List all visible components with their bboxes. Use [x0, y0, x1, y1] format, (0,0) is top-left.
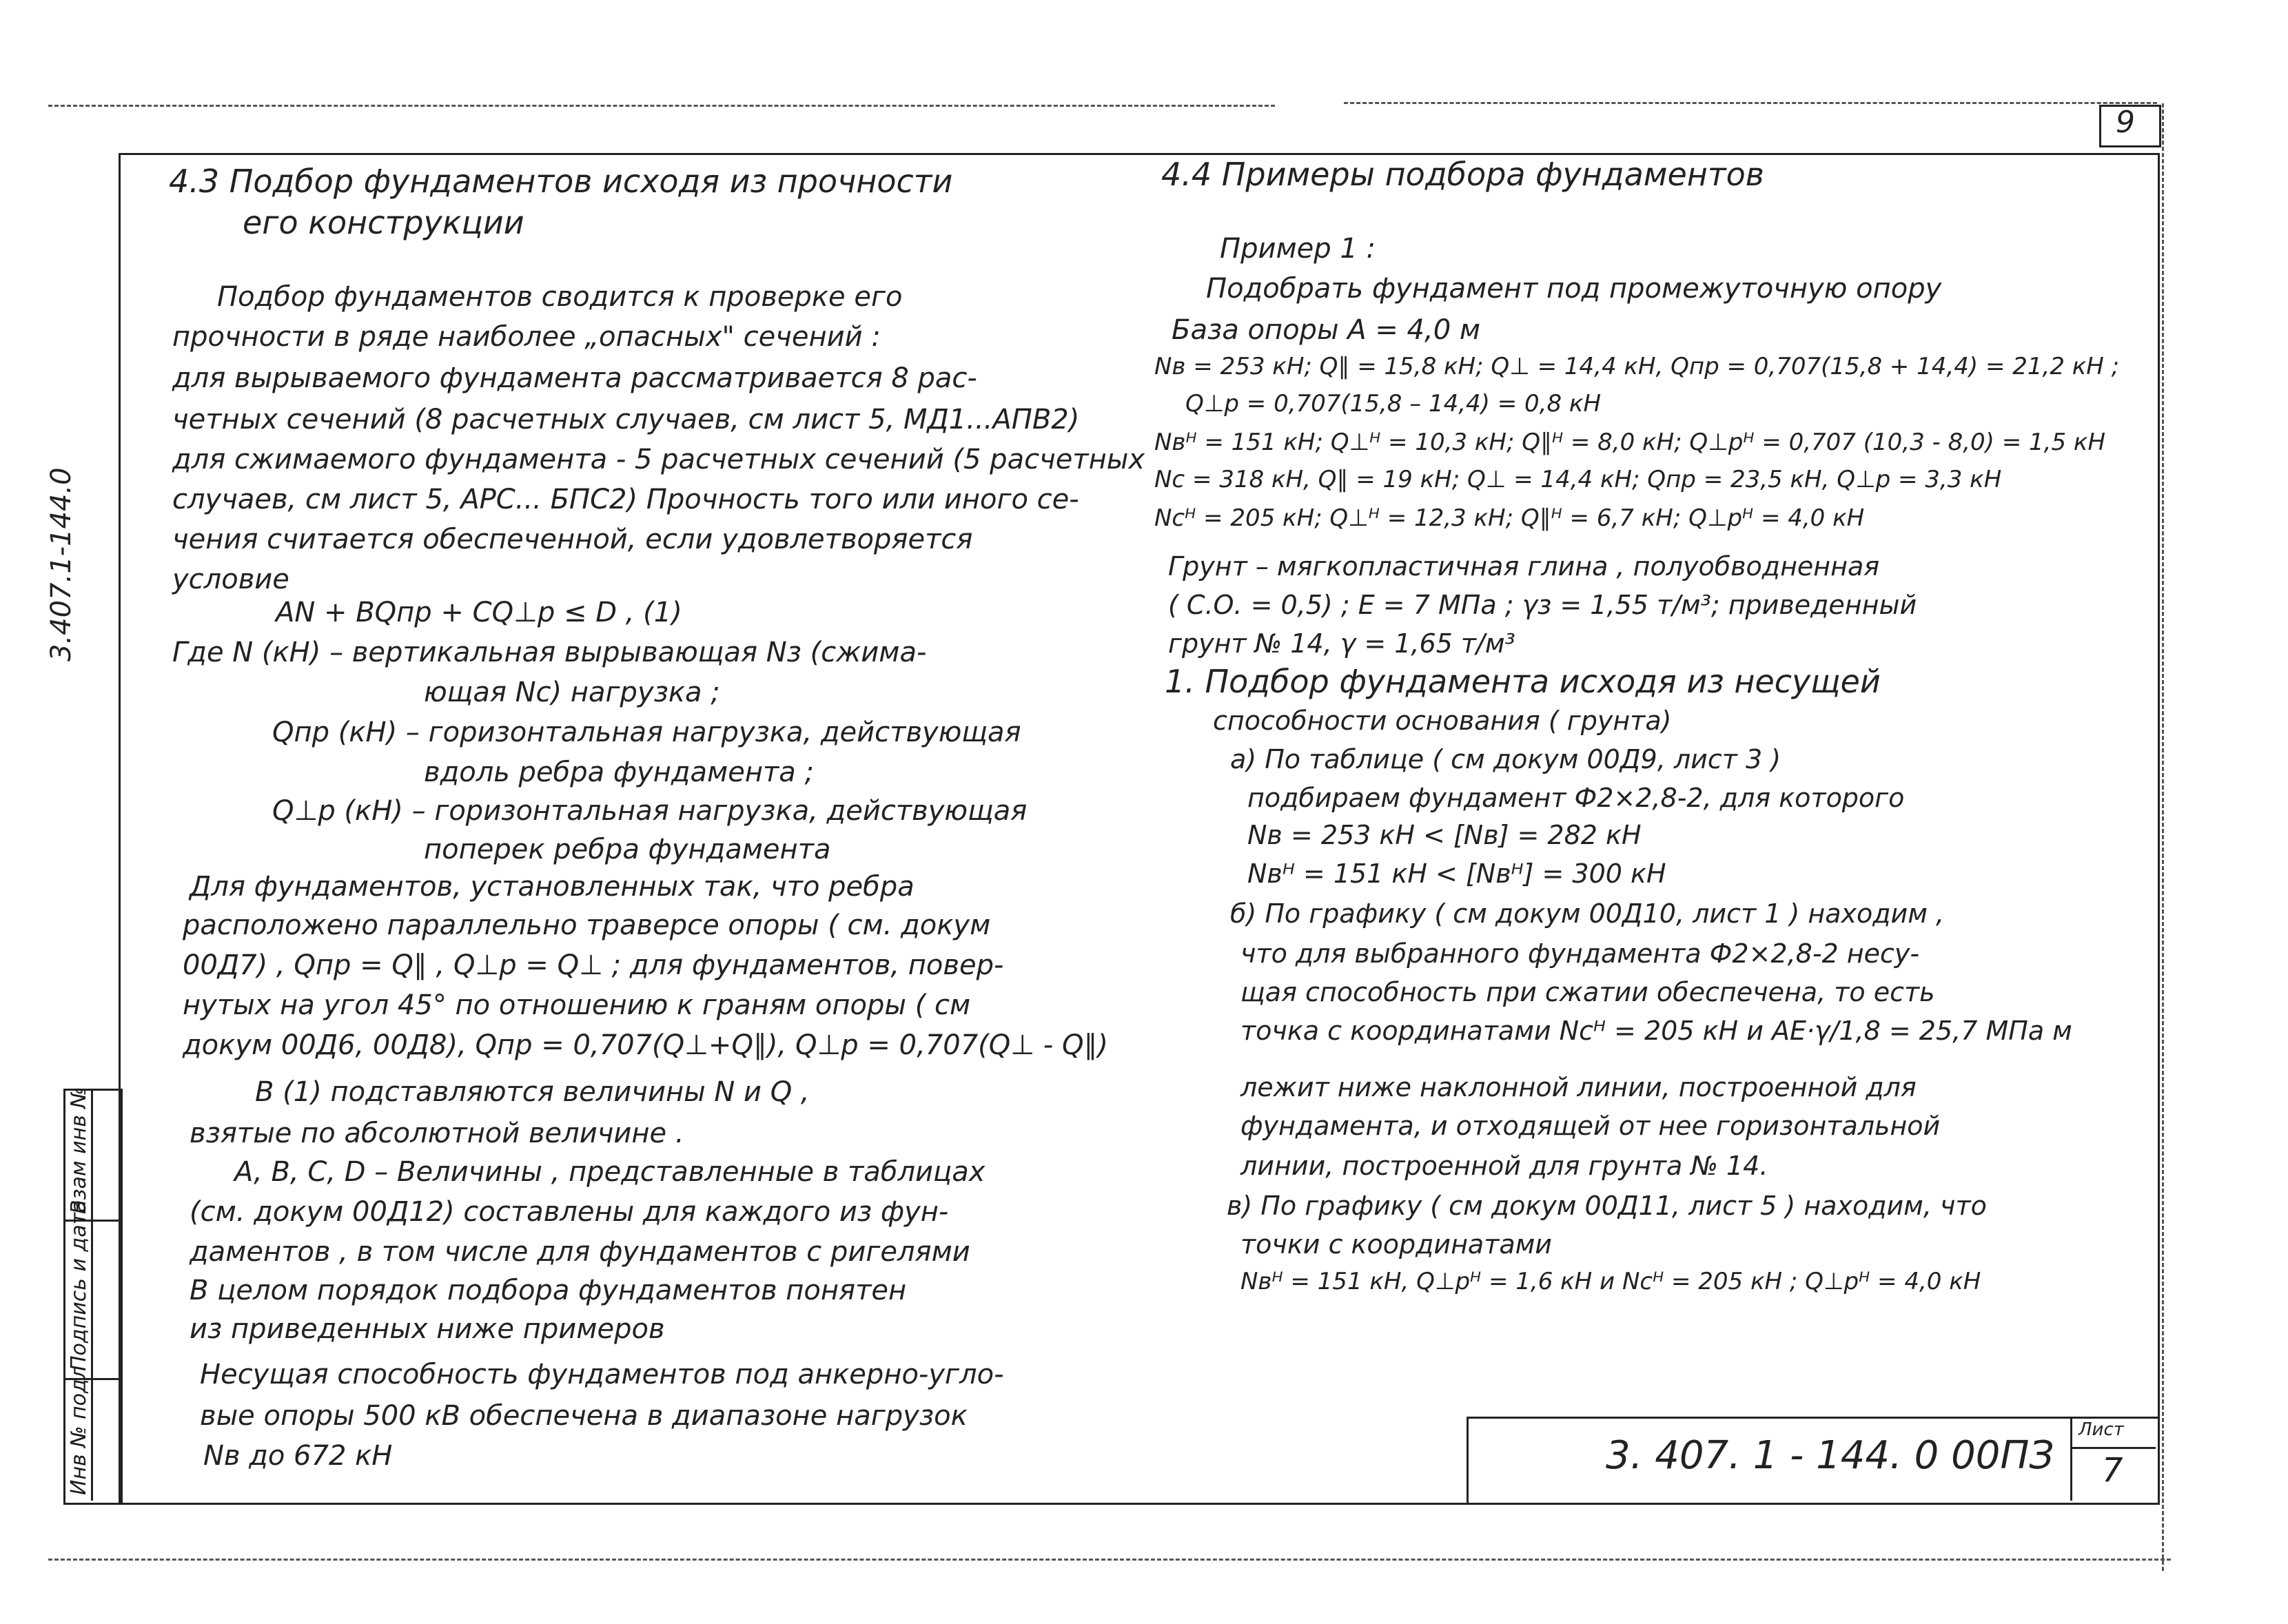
right-line-23: фундамента, и отходящей от нее горизонтальной [1240, 1111, 1941, 1141]
right-line-3: База опоры A = 4,0 м [1172, 314, 1481, 346]
left-line-22: взятые по абсолютной величине . [190, 1118, 684, 1149]
side-stamp-signature-date: Подпись и дата [67, 1200, 91, 1371]
left-line-12: Qпр (кН) – горизонтальная нагрузка, действующая [272, 717, 1021, 748]
right-heading: 4.4 Примеры подбора фундаментов [1161, 156, 1764, 193]
left-line-19: нутых на угол 45° по отношению к граням опоры ( см [183, 989, 971, 1021]
right-line-26: точки с координатами [1240, 1229, 1552, 1260]
left-line-5: для сжимаемого фундамента - 5 расчетных сечений (5 расчетных [172, 444, 1145, 475]
left-line-13: вдоль ребра фундамента ; [424, 757, 814, 788]
left-line-4: четных сечений (8 расчетных случаев, см лист 5, МД1...АПВ2) [172, 404, 1080, 435]
right-line-6: Nвᴴ = 151 кН; Q⊥ᴴ = 10,3 кН; Q∥ᴴ = 8,0 кН; Q⊥рᴴ = 0,707 (10,3 - 8,0) = 1,5 кН [1154, 429, 2106, 456]
right-trim-line [2162, 103, 2164, 1571]
right-line-4: Nв = 253 кН; Q∥ = 15,8 кН; Q⊥ = 14,4 кН, Qпр = 0,707(15,8 + 14,4) = 21,2 кН ; [1154, 353, 2120, 380]
left-line-25: даментов , в том числе для фундаментов с ригелями [190, 1236, 970, 1268]
right-line-2: Подобрать фундамент под промежуточную опору [1206, 273, 1942, 305]
bottom-trim-line [48, 1559, 2171, 1561]
left-line-28: Несущая способность фундаментов под анкерно-угло- [200, 1359, 1004, 1390]
page-number: 9 [2116, 105, 2135, 140]
right-line-19: что для выбранного фундамента Ф2×2,8-2 несу- [1240, 938, 1920, 969]
right-line-1: Пример 1 : [1220, 233, 1376, 265]
left-line-21: В (1) подставляются величины N и Q , [255, 1076, 810, 1108]
left-line-24: (см. докум 00Д12) составлены для каждого из фун- [190, 1196, 949, 1228]
title-block-divider [2070, 1417, 2072, 1501]
left-line-27: из приведенных ниже примеров [190, 1313, 665, 1345]
right-line-10: ( С.О. = 0,5) ; E = 7 МПа ; γз = 1,55 т/м³; приведенный [1168, 590, 1917, 620]
right-line-18: б) По графику ( см докум 00Д10, лист 1 ) находим , [1230, 898, 1945, 929]
left-line-11: ющая Nc) нагрузка ; [424, 677, 720, 708]
right-line-11: грунт № 14, γ = 1,65 т/м³ [1168, 628, 1515, 659]
right-line-20: щая способность при сжатии обеспечена, то есть [1240, 977, 1935, 1007]
left-line-18: 00Д7) , Qпр = Q∥ , Q⊥р = Q⊥ ; для фундаментов, повер- [183, 949, 1004, 981]
sheet-label: Лист [2078, 1419, 2124, 1440]
side-stamp-inner-line [91, 1089, 93, 1501]
title-block-code: 3. 407. 1 - 144. 0 00ПЗ [1606, 1433, 2054, 1478]
left-line-16: Для фундаментов, установленных так, что ребра [190, 871, 915, 903]
right-line-22: лежит ниже наклонной линии, построенной для [1240, 1072, 1917, 1102]
left-line-20: докум 00Д6, 00Д8), Qпр = 0,707(Q⊥+Q∥), Q⊥р = 0,707(Q⊥ - Q∥) [183, 1029, 1109, 1061]
top-trim-line-right [1344, 102, 2157, 104]
left-line-3: для вырываемого фундамента рассматривается 8 рас- [172, 362, 977, 394]
left-line-8: условие [172, 564, 289, 595]
right-line-16: Nв = 253 кН < [Nв] = 282 кН [1247, 820, 1642, 850]
left-line-23: A, B, C, D – Величины , представленные в таблицах [234, 1156, 985, 1188]
right-line-15: подбираем фундамент Ф2×2,8-2, для которого [1247, 783, 1905, 813]
formula-1: AN + BQпр + CQ⊥р ≤ D , (1) [276, 597, 682, 628]
left-line-30: Nв до 672 кН [203, 1440, 393, 1472]
sheet-number: 7 [2102, 1451, 2123, 1490]
top-trim-line [48, 105, 1275, 107]
left-line-1: Подбор фундаментов сводится к проверке его [217, 281, 903, 313]
side-document-code: 3.407.1-144.0 [45, 467, 77, 661]
left-heading-line-1: 4.3 Подбор фундаментов исходя из прочности [169, 163, 953, 200]
right-line-27: Nвᴴ = 151 кН, Q⊥рᴴ = 1,6 кН и Ncᴴ = 205 кН ; Q⊥рᴴ = 4,0 кН [1240, 1268, 1981, 1295]
right-line-7: Nc = 318 кН, Q∥ = 19 кН; Q⊥ = 14,4 кН; Qпр = 23,5 кН, Q⊥р = 3,3 кН [1154, 466, 2002, 493]
right-line-25: в) По графику ( см докум 00Д11, лист 5 ) находим, что [1227, 1191, 1987, 1221]
right-line-5: Q⊥р = 0,707(15,8 – 14,4) = 0,8 кН [1185, 390, 1602, 418]
left-heading-line-2: его конструкции [243, 204, 524, 241]
right-line-17: Nвᴴ = 151 кН < [Nвᴴ] = 300 кН [1247, 859, 1666, 889]
left-line-6: случаев, см лист 5, АРС... БПС2) Прочность того или иного се- [172, 484, 1079, 515]
right-line-8: Ncᴴ = 205 кН; Q⊥ᴴ = 12,3 кН; Q∥ᴴ = 6,7 кН; Q⊥рᴴ = 4,0 кН [1154, 504, 1865, 532]
left-line-15: поперек ребра фундамента [424, 834, 831, 865]
left-line-29: вые опоры 500 кВ обеспечена в диапазоне нагрузок [200, 1400, 968, 1432]
left-line-7: чения считается обеспеченной, если удовлетворяется [172, 524, 973, 555]
right-line-9: Грунт – мягкопластичная глина , полуобводненная [1168, 551, 1880, 582]
right-line-12: 1. Подбор фундамента исходя из несущей [1165, 663, 1881, 700]
right-line-24: линии, построенной для грунта № 14. [1240, 1151, 1768, 1181]
side-stamp-replacement-inv: Взам инв № [67, 1087, 91, 1214]
title-block-sheet-divider [2070, 1447, 2156, 1449]
side-stamp-inv-number: Инв № подл [67, 1366, 91, 1495]
left-line-2: прочности в ряде наиболее „опасных" сечений : [172, 321, 881, 353]
left-line-26: В целом порядок подбора фундаментов понятен [190, 1275, 907, 1306]
left-line-14: Q⊥р (кН) – горизонтальная нагрузка, действующая [272, 795, 1028, 827]
left-line-17: расположено параллельно траверсе опоры ( см. докум [183, 909, 991, 941]
left-line-10: Где N (кН) – вертикальная вырывающая Nз (сжима- [172, 637, 927, 668]
right-line-21: точка с координатами Ncᴴ = 205 кН и AE·γ/1,8 = 25,7 МПа м [1240, 1016, 2072, 1046]
right-line-13: способности основания ( грунта) [1213, 706, 1672, 736]
right-line-14: а) По таблице ( см докум 00Д9, лист 3 ) [1230, 744, 1781, 774]
